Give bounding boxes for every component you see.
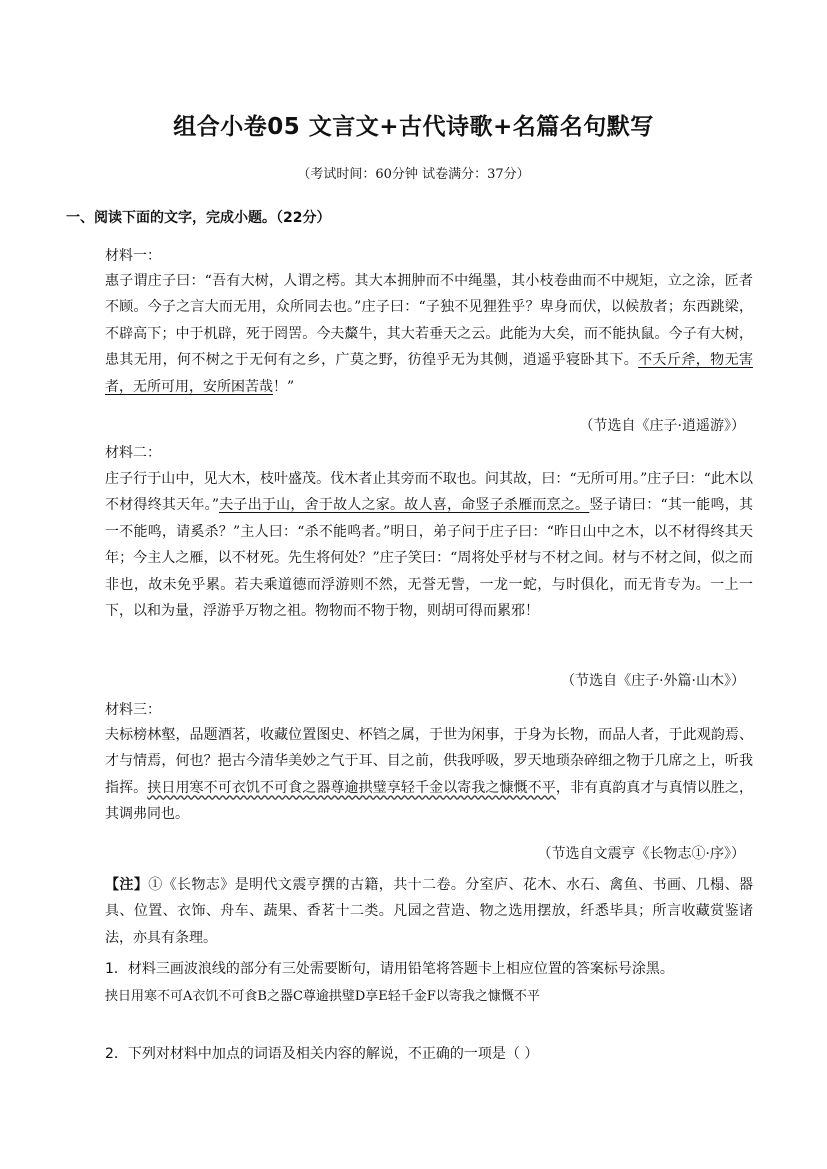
material-3-body-b: ，非有真韵真才与真情以胜之，其调弗同也。 bbox=[105, 779, 754, 823]
material-1-body: 惠子谓庄子曰：“吾有大树，人谓之樗。其大本拥肿而不中绳墨，其小枝卷曲而不中规矩，立之涂，匠者不顾。今子之言大而无用，众所同去也。”庄子曰：“子独不见狸狌乎？卑身而伏，以候敖者；东西跳梁，不辟高下；中于机辟，死于罔罟。今夫斄牛，其大若垂天之云。此能为大矣，而不能执鼠。今子有大树，患其无用，何不树之于无何有之乡，广莫之野，彷徨乎无为其侧，逍遥乎寝卧其下。 bbox=[105, 273, 753, 369]
note-head: 【注】 bbox=[105, 877, 149, 893]
material-1-text bbox=[105, 268, 753, 400]
exam-info: （考试时间：60分钟 试卷满分：37分） bbox=[297, 167, 530, 182]
material-2-source: （节选自《庄子·外篇·山木》） bbox=[561, 673, 745, 689]
material-3-label: 材料三： bbox=[105, 702, 161, 718]
annotation-note bbox=[105, 872, 753, 951]
material-1-label: 材料一： bbox=[105, 248, 161, 264]
material-3-body-a: 夫标榜林壑，品题酒茗，收藏位置图史、杯铛之属，于世为闲事，于身为长物，而品人者，于此观韵焉、才与情焉，何也？挹古今清华美妙之气于耳、目之前，供我呼吸，罗天地琐杂碎细之物于几席之上，听我指挥。 bbox=[105, 727, 753, 796]
material-3-wavy-underlined: 挟日用寒不可衣饥不可食之器尊逾拱璧享轻千金以寄我之慷慨不平 bbox=[147, 779, 556, 796]
section-heading: 一、阅读下面的文字，完成小题。（22分） bbox=[66, 210, 331, 226]
material-3-source: （节选自文震亨《长物志①·序》） bbox=[537, 846, 745, 862]
material-1-underlined: 不夭斤斧，物无害者，无所可用，安所困苦哉 bbox=[105, 352, 754, 395]
note-text: ①《长物志》是明代文震亨撰的古籍，共十二卷。分室庐、花木、水石、禽鱼、书画、几榻、器具、位置、衣饰、舟车、蔬果、香茗十二类。凡园之营造、物之选用摆放，纤悉毕具；所言收藏赏鉴诸法，亦具有条理。 bbox=[105, 877, 754, 946]
material-2-body-b: 竖子请曰：“其一能鸣，其一不能鸣，请奚杀？”主人曰：“杀不能鸣者。”明日，弟子问于庄子曰：“昨日山中之木，以不材得终其天年；今主人之雁，以不材死。先生将何处？”庄子笑曰：“周将处乎材与不材之间。材与不材之间，似之而非也，故未免乎累。若夫乘道德而浮游则不然，无誉无訾，一龙一蛇，与时俱化，而无肯专为。一上一下，以和为量，浮游乎万物之祖。物物而不物于物，则胡可得而累邪！ bbox=[105, 497, 753, 620]
material-2-body-a: 庄子行于山中，见大木，枝叶盛茂。伐木者止其旁而不取也。问其故，曰：“无所可用。”庄子曰：“此木以不材得终其天年。” bbox=[105, 471, 753, 514]
material-3-text bbox=[105, 722, 753, 828]
material-2-underlined: 夫子出于山，舍于故人之家。故人喜，命竖子杀雁而烹之。 bbox=[219, 497, 590, 514]
question-1-sentence: 挟日用寒不可A衣饥不可食B之器C尊逾拱璧D享E轻千金F以寄我之慷慨不平 bbox=[105, 989, 540, 1004]
material-1-end: ！” bbox=[273, 378, 295, 395]
material-2-label: 材料二： bbox=[105, 445, 161, 461]
material-1-source: （节选自《庄子·逍遥游》） bbox=[579, 418, 745, 434]
material-2-text bbox=[105, 466, 753, 624]
question-1: 1．材料三画波浪线的部分有三处需要断句，请用铅笔将答题卡上相应位置的答案标号涂黑。 bbox=[105, 961, 674, 977]
question-2: 2．下列对材料中加点的词语及相关内容的解说，不正确的一项是（ ） bbox=[105, 1046, 539, 1062]
page-title: 组合小卷05 文言文+古代诗歌+名篇名句默写 bbox=[173, 114, 654, 140]
